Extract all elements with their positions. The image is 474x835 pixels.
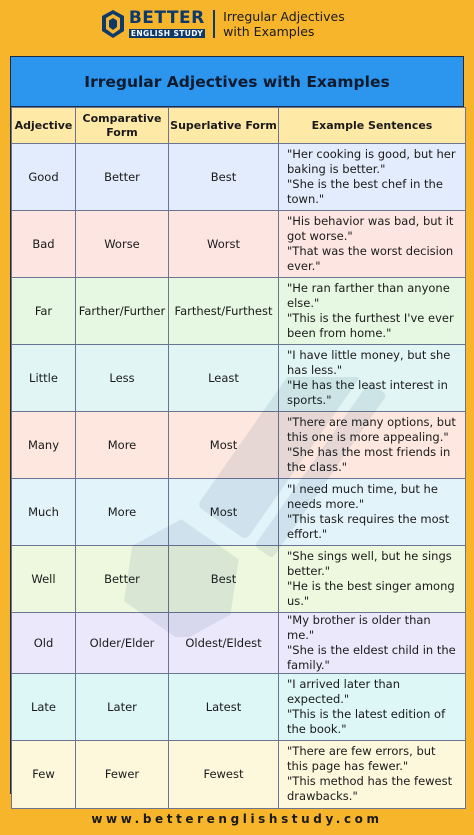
header-title: Irregular Adjectives with Examples bbox=[223, 9, 345, 39]
superlative-cell: Most bbox=[169, 479, 279, 546]
header-superlative: Superlative Form bbox=[169, 108, 279, 144]
content-card bbox=[10, 56, 464, 804]
adjective-cell: Late bbox=[12, 673, 76, 740]
table-row bbox=[12, 479, 466, 546]
open-book-shield-logo-icon bbox=[101, 9, 125, 39]
example-cell bbox=[279, 412, 466, 479]
example-sentence: "She is the eldest child in the family." bbox=[287, 642, 456, 672]
table-row bbox=[12, 740, 466, 808]
brand-name: BETTER bbox=[128, 7, 205, 28]
header-adjective: Adjective bbox=[12, 108, 76, 144]
table-row bbox=[12, 211, 466, 278]
example-cell bbox=[279, 345, 466, 412]
header-divider bbox=[213, 10, 215, 38]
superlative-cell: Latest bbox=[169, 673, 279, 740]
table-row bbox=[12, 345, 466, 412]
superlative-cell: Most bbox=[169, 412, 279, 479]
example-sentence: "I need much time, but he needs more." bbox=[287, 482, 438, 512]
adjective-cell: Far bbox=[12, 278, 76, 345]
table-header-row bbox=[12, 108, 466, 144]
adjective-cell: Old bbox=[12, 613, 76, 674]
example-cell bbox=[279, 673, 466, 740]
table-body bbox=[12, 144, 466, 809]
example-sentence: "My brother is older than me." bbox=[287, 613, 431, 642]
comparative-cell: Better bbox=[76, 144, 169, 211]
superlative-cell: Best bbox=[169, 144, 279, 211]
example-sentence: "He has the least interest in sports." bbox=[287, 378, 448, 407]
example-cell bbox=[279, 211, 466, 278]
example-sentence: "There are few errors, but this page has fewer." bbox=[287, 744, 436, 774]
comparative-cell: Less bbox=[76, 345, 169, 412]
page-header bbox=[0, 0, 474, 48]
table-row bbox=[12, 546, 466, 613]
adjective-cell: Well bbox=[12, 546, 76, 613]
example-cell bbox=[279, 546, 466, 613]
example-sentence: "He is the best singer among us." bbox=[287, 579, 455, 608]
example-sentence: "His behavior was bad, but it got worse." bbox=[287, 214, 454, 244]
example-cell bbox=[279, 278, 466, 345]
example-sentence: "She sings well, but he sings better." bbox=[287, 549, 452, 579]
adjective-cell: Few bbox=[12, 740, 76, 808]
comparative-cell: Farther/Further bbox=[76, 278, 169, 345]
example-cell bbox=[279, 479, 466, 546]
adjective-cell: Bad bbox=[12, 211, 76, 278]
superlative-cell: Farthest/Furthest bbox=[169, 278, 279, 345]
header-comparative: Comparative Form bbox=[76, 108, 169, 144]
comparative-cell: Later bbox=[76, 673, 169, 740]
comparative-cell: Older/Elder bbox=[76, 613, 169, 674]
comparative-cell: Better bbox=[76, 546, 169, 613]
table-row bbox=[12, 144, 466, 211]
adjective-cell: Little bbox=[12, 345, 76, 412]
example-sentence: "This is the latest edition of the book." bbox=[287, 706, 446, 736]
brand-subtitle: ENGLISH STUDY bbox=[130, 28, 204, 38]
adjective-cell: Many bbox=[12, 412, 76, 479]
adjective-cell: Much bbox=[12, 479, 76, 546]
example-sentence: "That was the worst decision ever." bbox=[287, 244, 454, 273]
superlative-cell: Worst bbox=[169, 211, 279, 278]
table-row bbox=[12, 278, 466, 345]
example-sentence: "This task requires the most effort." bbox=[287, 512, 450, 541]
comparative-cell: More bbox=[76, 479, 169, 546]
superlative-cell: Least bbox=[169, 345, 279, 412]
example-cell bbox=[279, 613, 466, 674]
header-examples: Example Sentences bbox=[279, 108, 466, 144]
table-row bbox=[12, 613, 466, 674]
comparative-cell: More bbox=[76, 412, 169, 479]
example-sentence: "This is the furthest I've ever been from home." bbox=[287, 311, 454, 340]
superlative-cell: Oldest/Eldest bbox=[169, 613, 279, 674]
example-sentence: "I arrived later than expected." bbox=[287, 676, 401, 706]
example-sentence: "She is the best chef in the town." bbox=[287, 177, 443, 206]
adjectives-table bbox=[11, 107, 466, 809]
example-sentence: "I have little money, but she has less." bbox=[287, 348, 451, 378]
comparative-cell: Fewer bbox=[76, 740, 169, 808]
adjective-cell: Good bbox=[12, 144, 76, 211]
example-sentence: "Her cooking is good, but her baking is better." bbox=[287, 147, 456, 177]
example-cell bbox=[279, 144, 466, 211]
example-sentence: "There are many options, but this one is more appealing." bbox=[287, 415, 456, 445]
brand bbox=[101, 9, 205, 39]
example-sentence: "This method has the fewest drawbacks." bbox=[287, 774, 453, 804]
superlative-cell: Fewest bbox=[169, 740, 279, 808]
table-row bbox=[12, 673, 466, 740]
superlative-cell: Best bbox=[169, 546, 279, 613]
example-cell bbox=[279, 740, 466, 808]
card-title: Irregular Adjectives with Examples bbox=[11, 57, 463, 107]
example-sentence: "She has the most friends in the class." bbox=[287, 445, 451, 474]
comparative-cell: Worse bbox=[76, 211, 169, 278]
table-row bbox=[12, 412, 466, 479]
website-url: www.betterenglishstudy.com bbox=[91, 812, 383, 826]
example-sentence: "He ran farther than anyone else." bbox=[287, 281, 450, 311]
